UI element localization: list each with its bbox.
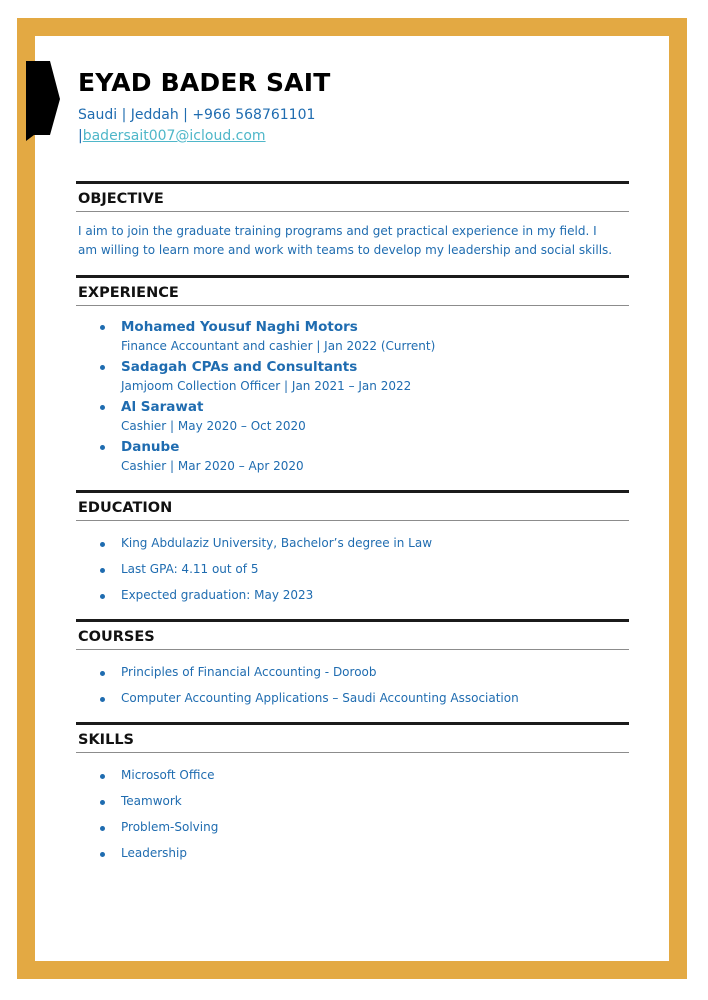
courses-list [78, 663, 618, 715]
skills-list [78, 766, 618, 870]
company-name: Danube [121, 439, 180, 455]
education-item: Last GPA: 4.11 out of 5 [78, 560, 618, 586]
section-rule-bottom [76, 752, 629, 753]
experience-item [78, 437, 618, 477]
section-rule-bottom [76, 649, 629, 650]
experience-item [78, 397, 618, 437]
objective-heading: OBJECTIVE [78, 191, 164, 207]
education-list [78, 534, 618, 612]
skill-item: Microsoft Office [78, 766, 618, 792]
email-link[interactable]: badersait007@icloud.com [82, 128, 266, 144]
education-section-header [76, 490, 629, 521]
objective-section-header [76, 181, 629, 212]
skill-item: Leadership [78, 844, 618, 870]
experience-section-header [76, 275, 629, 306]
job-detail: Finance Accountant and cashier | Jan 2022 (Current) [121, 339, 436, 353]
bookmark-tab-icon [26, 61, 60, 141]
education-item: Expected graduation: May 2023 [78, 586, 618, 612]
job-detail: Cashier | Mar 2020 – Apr 2020 [121, 459, 304, 473]
skills-heading: SKILLS [78, 732, 134, 748]
objective-text: I aim to join the graduate training programs and get practical experience in my field. I am willing to learn more and work with teams to develop my leadership and social skills. [78, 224, 613, 257]
experience-list [78, 317, 618, 477]
experience-item [78, 357, 618, 397]
job-detail: Jamjoom Collection Officer | Jan 2021 – Jan 2022 [121, 379, 412, 393]
skills-section-header [76, 722, 629, 753]
job-detail: Cashier | May 2020 – Oct 2020 [121, 419, 306, 433]
section-rule-bottom [76, 520, 629, 521]
contact-info: Saudi | Jeddah | +966 568761101 [78, 107, 316, 123]
skill-item: Problem-Solving [78, 818, 618, 844]
candidate-name: EYAD BADER SAIT [78, 68, 331, 97]
skill-item: Teamwork [78, 792, 618, 818]
course-item: Principles of Financial Accounting - Doroob [78, 663, 618, 689]
section-rule-bottom [76, 211, 629, 212]
education-heading: EDUCATION [78, 500, 173, 516]
courses-heading: COURSES [78, 629, 155, 645]
company-name: Sadagah CPAs and Consultants [121, 359, 358, 375]
experience-item [78, 317, 618, 357]
email-separator: | [78, 128, 83, 144]
experience-heading: EXPERIENCE [78, 285, 179, 301]
company-name: Al Sarawat [121, 399, 204, 415]
course-item: Computer Accounting Applications – Saudi Accounting Association [78, 689, 618, 715]
education-item: King Abdulaziz University, Bachelor’s degree in Law [78, 534, 618, 560]
courses-section-header [76, 619, 629, 650]
company-name: Mohamed Yousuf Naghi Motors [121, 319, 358, 335]
email-line [78, 128, 266, 144]
section-rule-bottom [76, 305, 629, 306]
